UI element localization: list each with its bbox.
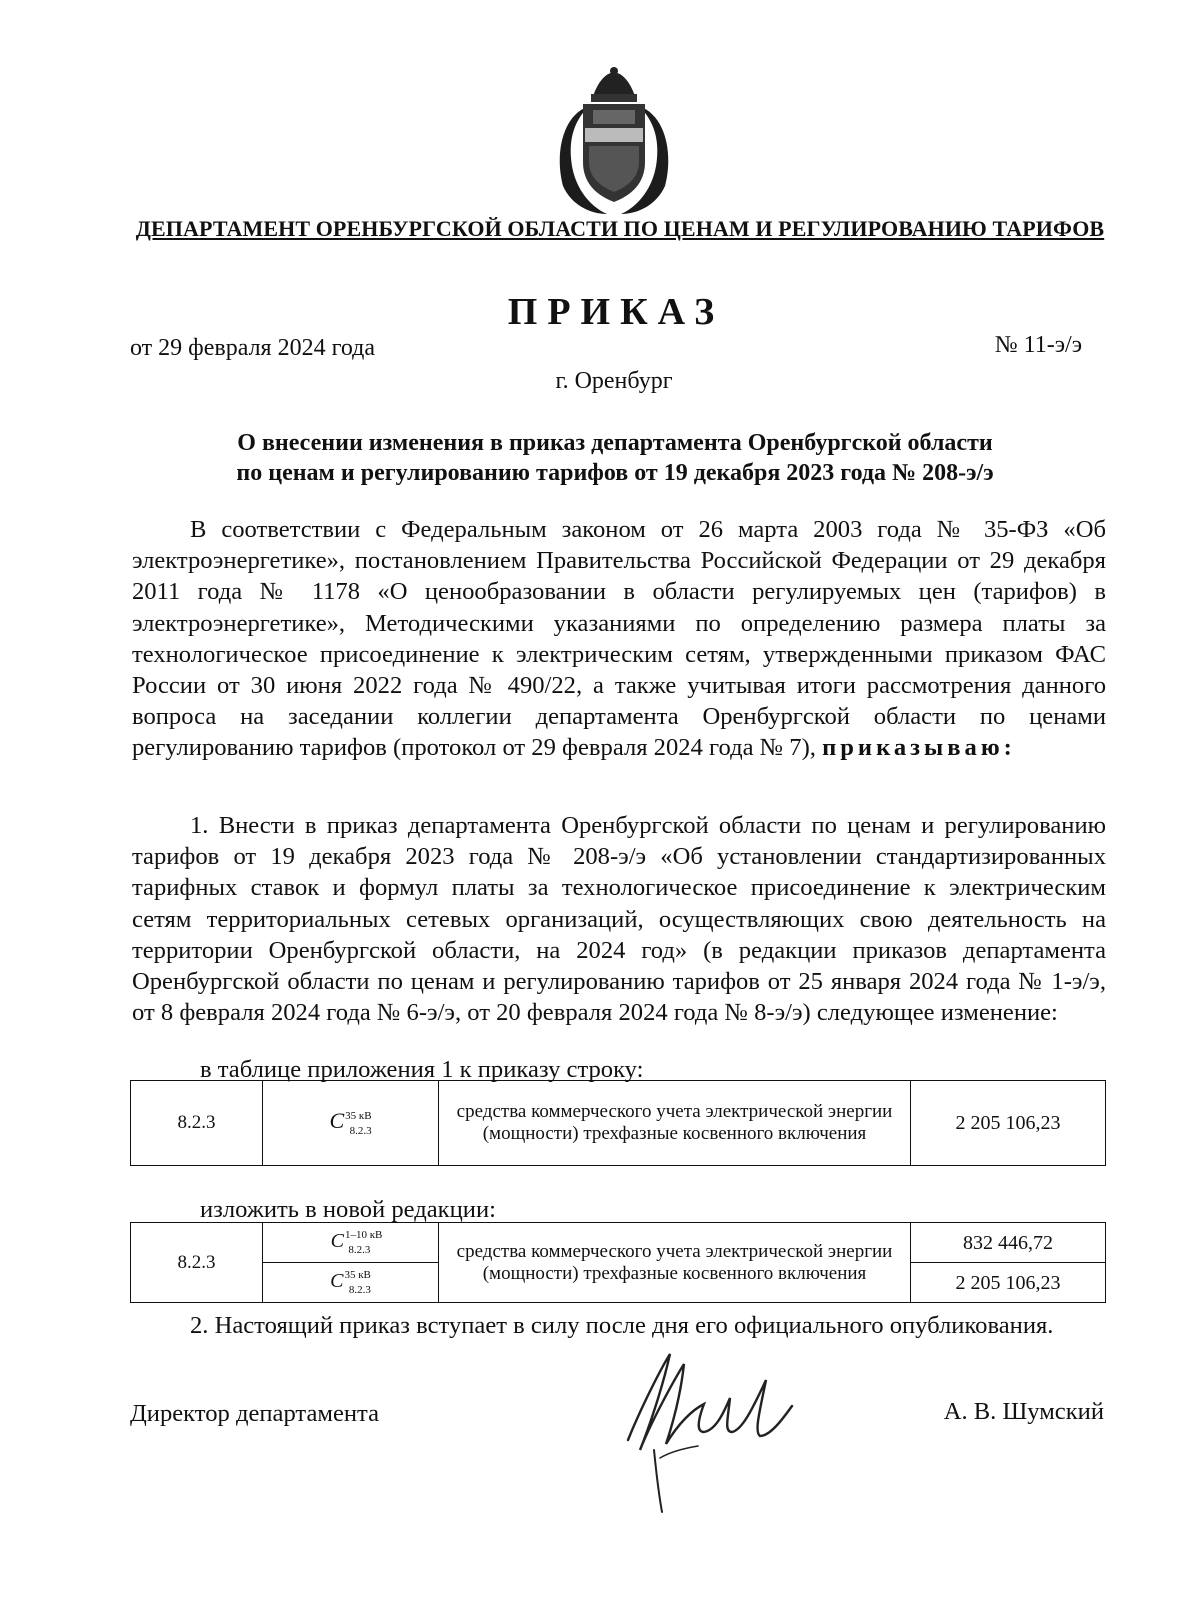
formula-letter: C — [330, 1230, 344, 1252]
order-number: № 11-э/э — [994, 332, 1082, 358]
subject-line-2: по ценам и регулированию тарифов от 19 декабря 2023 года № 208-э/э — [236, 460, 994, 486]
formula-symbol — [329, 1108, 372, 1137]
row-value: 832 446,72 — [911, 1223, 1106, 1263]
order-date: от 29 февраля 2024 года — [130, 335, 376, 361]
handwritten-signature — [600, 1340, 820, 1520]
formula-superscript: 35 кВ — [344, 1269, 371, 1281]
row-code: 8.2.3 — [131, 1081, 263, 1166]
item-2-paragraph: 2. Настоящий приказ вступает в силу после дня его официального опубликования. — [190, 1312, 1054, 1339]
formula-subscript: 8.2.3 — [348, 1244, 371, 1256]
old-table — [130, 1080, 1106, 1166]
order-subject — [150, 428, 1080, 488]
formula-letter: C — [330, 1270, 344, 1292]
order-word: приказываю: — [822, 734, 1016, 762]
preamble-paragraph — [132, 514, 1106, 764]
signatory-title: Директор департамента — [130, 1400, 379, 1427]
subject-line-1: О внесении изменения в приказ департамента Оренбургской области — [237, 430, 993, 456]
document-type-title: ПРИКАЗ — [507, 291, 725, 333]
row-description: средства коммерческого учета электрической энергии (мощности) трехфазные косвенного включения — [439, 1223, 911, 1303]
formula-symbol — [330, 1229, 383, 1256]
formula-symbol — [330, 1269, 371, 1296]
row-symbol — [263, 1081, 439, 1166]
formula-superscript: 35 кВ — [345, 1110, 372, 1122]
formula-subscript: 8.2.3 — [349, 1125, 372, 1137]
formula-letter: C — [329, 1108, 345, 1133]
formula-superscript: 1–10 кВ — [344, 1229, 383, 1241]
row-symbol — [263, 1223, 439, 1263]
row-description: средства коммерческого учета электрической энергии (мощности) трехфазные косвенного включения — [439, 1081, 911, 1166]
table-row — [131, 1223, 1106, 1263]
row-code: 8.2.3 — [131, 1223, 263, 1303]
row-value: 2 205 106,23 — [911, 1263, 1106, 1303]
preamble-text: В соответствии с Федеральным законом от 26 марта 2003 года № 35-ФЗ «Об электроэнергетике», постановлением Правительства Российской Федерации от 29 декабря 2011 года № 1178 «О ценообразовании в области регулируемых цен (тарифов) в электроэнергетике», Методическими указаниями по определению размера платы за технологическое присоединение к электрическим сетям, утвержденными приказом ФАС России от 30 июня 2022 года № 490/22, а также учитывая итоги рассмотрения данного вопроса на заседании коллегии департамента Оренбургской области по ценами регулированию тарифов (протокол от 29 февраля 2024 года № 7), — [132, 516, 1106, 762]
row-value: 2 205 106,23 — [911, 1081, 1106, 1166]
table-row — [131, 1081, 1106, 1166]
lead-new-row: изложить в новой редакции: — [200, 1196, 496, 1223]
city: г. Оренбург — [555, 368, 673, 394]
formula-subscript: 8.2.3 — [348, 1284, 371, 1296]
item-1-paragraph: 1. Внести в приказ департамента Оренбургской области по ценам и регулированию тарифов от 19 декабря 2023 года № 208-э/э «Об установлении стандартизированных тарифных ставок и формул платы за технологическое присоединение к электрическим сетям территориальных сетевых организаций, осуществляющих свою деятельность на территории Оренбургской области, на 2024 год» (в редакции приказов департамента Оренбургской области по ценам и регулированию тарифов от 25 января 2024 года № 1-э/э, от 8 февраля 2024 года № 6-э/э, от 20 февраля 2024 года № 8-э/э) следующее изменение: — [132, 812, 1106, 1027]
department-name: ДЕПАРТАМЕНТ ОРЕНБУРГСКОЙ ОБЛАСТИ ПО ЦЕНАМ И РЕГУЛИРОВАНИЮ ТАРИФОВ — [135, 216, 1105, 241]
coat-of-arms-emblem — [549, 66, 679, 216]
signatory-name: А. В. Шумский — [943, 1398, 1104, 1425]
new-table — [130, 1222, 1106, 1303]
lead-old-row: в таблице приложения 1 к приказу строку: — [200, 1056, 644, 1083]
row-symbol — [263, 1263, 439, 1303]
